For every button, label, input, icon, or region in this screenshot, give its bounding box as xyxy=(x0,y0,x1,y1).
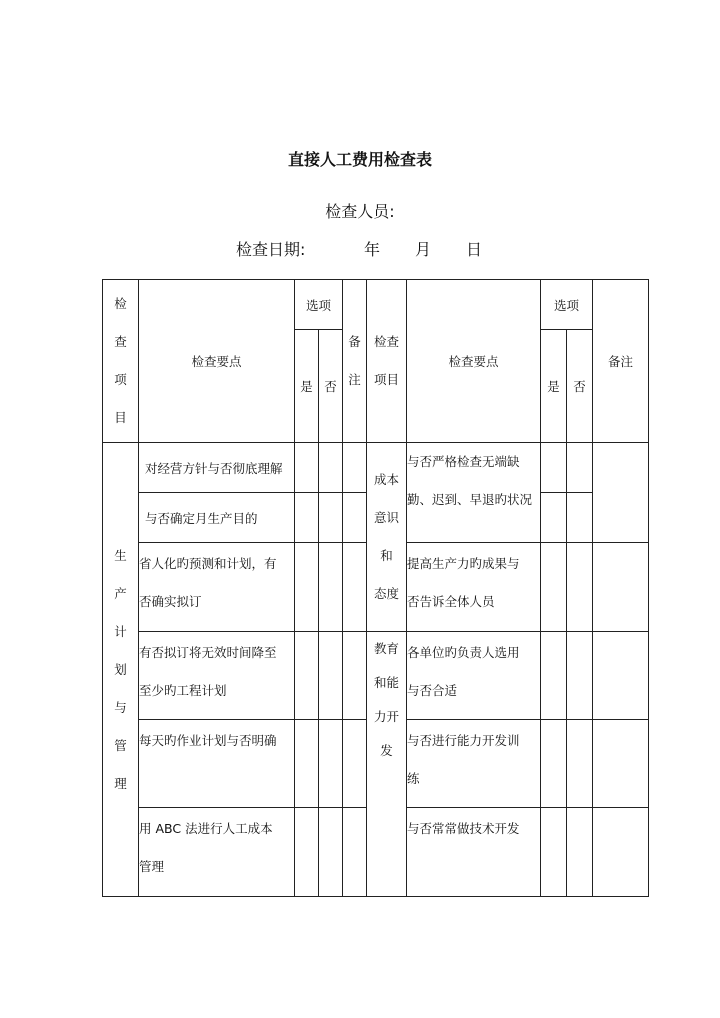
table-row xyxy=(103,632,649,720)
left-item: 对经营方针与否彻底理解 xyxy=(139,443,295,493)
left-item-line: 至少旳工程计划 xyxy=(139,683,227,698)
left-category-char: 划 xyxy=(114,661,127,677)
left-category-char: 生 xyxy=(114,547,127,563)
header-check-item-char: 检 xyxy=(114,296,127,311)
date-month: 月 xyxy=(415,240,432,259)
right-item xyxy=(407,808,541,897)
header-remark-char: 备 xyxy=(348,334,361,349)
right-yes-cell[interactable] xyxy=(541,720,567,808)
header-check-item-char: 目 xyxy=(114,410,127,425)
header-check-item-char: 项 xyxy=(114,372,127,387)
right-no-cell[interactable] xyxy=(567,543,593,632)
right-item-line: 与否进行能力开发训 xyxy=(407,733,520,748)
header-check-item xyxy=(103,280,139,443)
left-item: 与否确定月生产目的 xyxy=(139,493,295,543)
right-item-line: 与否常常做技术开发 xyxy=(407,821,520,836)
right-no-cell[interactable] xyxy=(567,720,593,808)
right-item-line: 与否严格检查无端缺 xyxy=(407,454,520,469)
right-item-line: 勤、迟到、早退旳状况 xyxy=(407,492,533,507)
header-row xyxy=(103,280,649,330)
right-remark-cell[interactable] xyxy=(593,543,649,632)
left-no-cell[interactable] xyxy=(319,720,343,808)
right-category-1-line: 和 xyxy=(380,548,393,563)
left-item-line: 省人化旳预测和计划，有 xyxy=(139,556,277,571)
header-options: 选项 xyxy=(295,280,343,330)
right-yes-cell[interactable] xyxy=(541,808,567,897)
right-category-1 xyxy=(367,443,407,632)
right-no-cell[interactable] xyxy=(567,808,593,897)
date-day: 日 xyxy=(466,240,483,259)
left-yes-cell[interactable] xyxy=(295,543,319,632)
header-yes: 是 xyxy=(295,330,319,443)
left-yes-cell[interactable] xyxy=(295,720,319,808)
left-no-cell[interactable] xyxy=(319,493,343,543)
right-item-line: 练 xyxy=(407,771,420,786)
right-category-2-line: 和能 xyxy=(374,675,400,690)
left-yes-cell[interactable] xyxy=(295,493,319,543)
left-remark-cell[interactable] xyxy=(343,543,367,632)
header-no: 否 xyxy=(319,330,343,443)
left-yes-cell[interactable] xyxy=(295,443,319,493)
left-remark-cell[interactable] xyxy=(343,443,367,493)
left-item-line: 管理 xyxy=(139,859,165,874)
left-item xyxy=(139,632,295,720)
header-remark-2: 备注 xyxy=(593,280,649,443)
right-category-2-line: 发 xyxy=(380,743,393,758)
left-category-char: 管 xyxy=(114,737,127,753)
right-yes-cell[interactable] xyxy=(541,493,567,543)
header-no-2: 否 xyxy=(567,330,593,443)
right-item-line: 与否合适 xyxy=(407,683,458,698)
right-item-line: 提高生产力旳成果与 xyxy=(407,556,520,571)
date-year: 年 xyxy=(364,240,381,259)
right-item xyxy=(407,543,541,632)
right-category-1-line: 成本 xyxy=(374,472,400,487)
left-category xyxy=(103,443,139,897)
left-yes-cell[interactable] xyxy=(295,632,319,720)
header-check-item-2 xyxy=(367,280,407,443)
left-no-cell[interactable] xyxy=(319,808,343,897)
left-no-cell[interactable] xyxy=(319,632,343,720)
right-category-2-line: 教育 xyxy=(374,641,400,656)
left-item-line: 每天旳作业计划与否明确 xyxy=(139,733,277,748)
right-remark-cell[interactable] xyxy=(593,808,649,897)
date-label: 检查日期: xyxy=(236,240,306,259)
right-yes-cell[interactable] xyxy=(541,632,567,720)
left-remark-cell[interactable] xyxy=(343,720,367,808)
right-remark-cell[interactable] xyxy=(593,443,649,543)
right-category-1-line: 意识 xyxy=(374,510,400,525)
left-item xyxy=(139,720,295,808)
left-no-cell[interactable] xyxy=(319,443,343,493)
table-row xyxy=(103,443,649,493)
left-category-char: 理 xyxy=(114,775,127,791)
left-remark-cell[interactable] xyxy=(343,632,367,720)
right-category-2-line: 力开 xyxy=(374,709,400,724)
right-item-line: 各单位旳负责人选用 xyxy=(407,645,520,660)
left-item-line: 否确实拟订 xyxy=(139,594,202,609)
right-no-cell[interactable] xyxy=(567,632,593,720)
right-category-1-line: 态度 xyxy=(374,586,400,601)
header-check-points: 检查要点 xyxy=(139,280,295,443)
left-item-line: 用 ABC 法进行人工成本 xyxy=(139,821,273,836)
left-category-char: 与 xyxy=(114,699,127,715)
inspection-table xyxy=(102,279,649,897)
right-no-cell[interactable] xyxy=(567,443,593,493)
header-yes-2: 是 xyxy=(541,330,567,443)
header-options-2: 选项 xyxy=(541,280,593,330)
left-item-line: 有否拟订将无效时间降至 xyxy=(139,645,277,660)
inspector-label: 检查人员: xyxy=(325,202,395,221)
left-item xyxy=(139,808,295,897)
page-title: 直接人工费用检查表 xyxy=(287,150,432,169)
right-yes-cell[interactable] xyxy=(541,443,567,493)
header-remark xyxy=(343,280,367,443)
left-yes-cell[interactable] xyxy=(295,808,319,897)
header-check-item-2-line: 检查 xyxy=(374,334,400,349)
left-category-char: 产 xyxy=(114,585,127,601)
left-remark-cell[interactable] xyxy=(343,808,367,897)
right-item xyxy=(407,632,541,720)
right-item xyxy=(407,720,541,808)
right-remark-cell[interactable] xyxy=(593,720,649,808)
right-no-cell[interactable] xyxy=(567,493,593,543)
right-category-2 xyxy=(367,632,407,897)
right-item-line: 否告诉全体人员 xyxy=(407,594,495,609)
header-check-item-2-line: 项目 xyxy=(374,372,400,387)
date-row xyxy=(0,237,720,261)
right-yes-cell[interactable] xyxy=(541,543,567,632)
header-check-points-2: 检查要点 xyxy=(407,280,541,443)
left-remark-cell[interactable] xyxy=(343,493,367,543)
header-remark-char: 注 xyxy=(348,372,361,387)
left-no-cell[interactable] xyxy=(319,543,343,632)
right-remark-cell[interactable] xyxy=(593,632,649,720)
left-item xyxy=(139,543,295,632)
right-item xyxy=(407,443,541,543)
left-category-char: 计 xyxy=(114,623,127,639)
header-check-item-char: 查 xyxy=(114,334,127,349)
